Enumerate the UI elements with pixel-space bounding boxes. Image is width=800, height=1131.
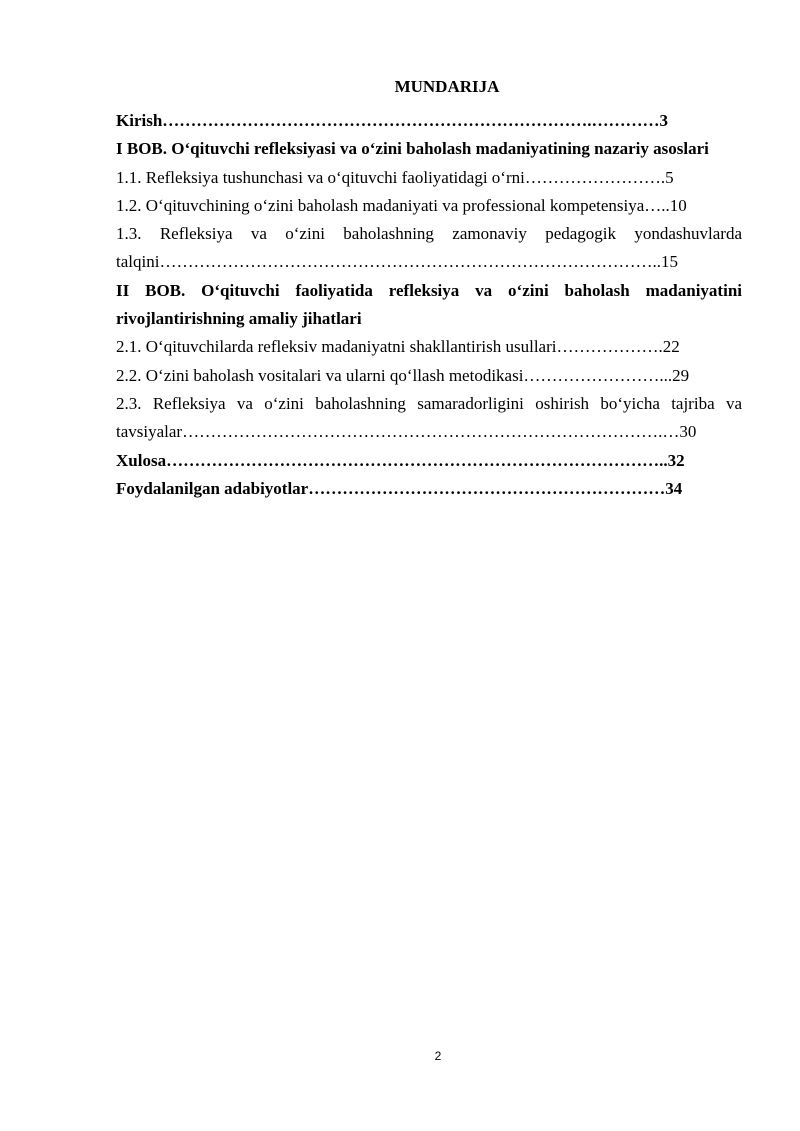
toc-entry-xulosa: Xulosa……………………………………………………………………………..32	[116, 450, 685, 470]
table-of-contents	[116, 107, 742, 503]
toc-entry-1-2: 1.2. O‘qituvchining o‘zini baholash madaniyati va professional kompetensiya…..10	[116, 195, 687, 215]
toc-entry-adabiyotlar: Foydalanilgan adabiyotlar………………………………………………………34	[116, 478, 683, 498]
page-number: 2	[434, 1049, 442, 1063]
toc-entry-kirish: Kirish………………………………………………………………….…………3	[116, 111, 669, 130]
toc-entry-1-1: 1.1. Refleksiya tushunchasi va o‘qituvchi faoliyatidagi o‘rni…………………….5	[116, 167, 674, 187]
toc-entry-2-3: 2.3. Refleksiya va o‘zini baholashning samaradorligini oshirish bo‘yicha tajriba va tavsiyalar………………………………………………………………………….…30	[116, 393, 742, 442]
toc-entry-chapter-1: I BOB. O‘qituvchi refleksiyasi va o‘zini baholash madaniyatining nazariy asoslari	[116, 139, 709, 159]
page-title: MUNDARIJA	[394, 77, 500, 96]
toc-entry-chapter-2: II BOB. O‘qituvchi faoliyatida refleksiya va o‘zini baholash madaniyatini rivojlantirishning amaliy jihatlari	[116, 280, 742, 329]
toc-entry-2-2: 2.2. O‘zini baholash vositalari va ularni qo‘llash metodikasi……………………...29	[116, 365, 690, 385]
toc-entry-1-3: 1.3. Refleksiya va o‘zini baholashning zamonaviy pedagogik yondashuvlarda talqini……………………………………………………………………………..15	[116, 224, 742, 272]
toc-entry-2-1: 2.1. O‘qituvchilarda refleksiv madaniyatni shakllantirish usullari……………….22	[116, 337, 680, 357]
